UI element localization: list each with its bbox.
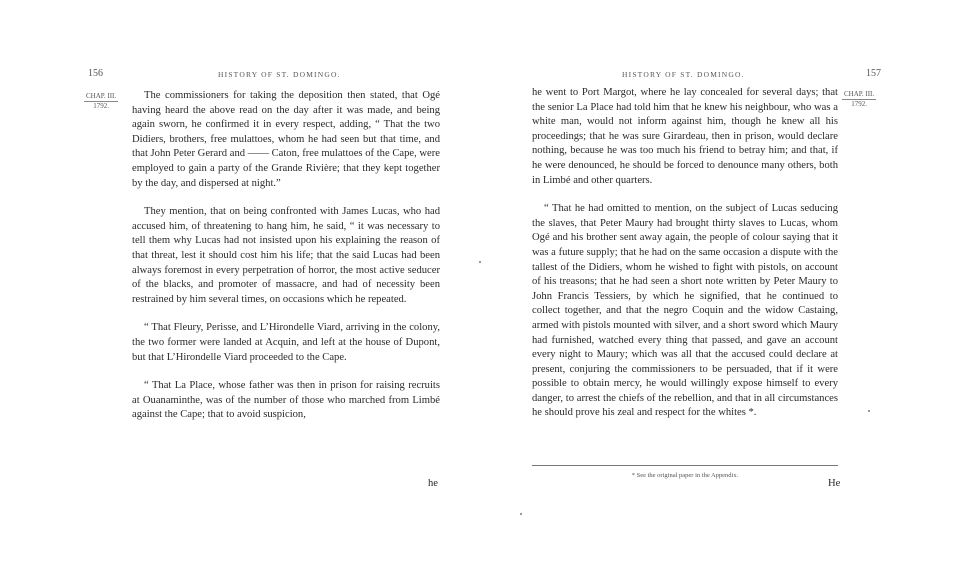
paragraph: “ That Fleury, Perisse, and L’Hirondelle Viard, arriving in the colony, the two former were landed at Acquin, and left at the house of Dupont, but that L’Hirondelle Viard proceeded to the Cape. [132,322,440,363]
margin-note [842,90,876,109]
margin-note [84,92,118,111]
year-label: 1792. [93,102,109,110]
right-page [490,0,980,565]
catchword: he [428,478,438,489]
year-label: 1792. [851,100,867,108]
paragraph: “ That he had omitted to mention, on the subject of Lucas seducing the slaves, that Peter Maury had brought thirty slaves to Lucas, whom Ogé and his brother sent away again, the people of colour saying that it was a future supply; that he had on the same occasion a dispute with the tallest of the Didiers, whom he wished to fight with pistols, on account of his treasons; that he had seen a short note written by Peter Maury to John Francis Tessiers, by which he signified, that he continued to collect together, and that the negro Coquin and the widow Castaing, armed with pistols mounted with silver, and a short sword which Maury had furnished, watched every thing that passed, and gave an account every night to Maury; which was all that the accused could declare at present, conjuring the commissioners to be persuaded, that if it were possible to obtain mercy, he would willingly expose himself to every danger, to arrest the chiefs of the rebellion, and that in all circumstances he should prove his zeal and respect for the whites *. [532,203,838,419]
paragraph: They mention, that on being confronted with James Lucas, who had accused him, of threatening to hang him, he said, “ it was necessary to tell them why Lucas had not insisted upon his explaining the reason of that threat, lest it should cost him his life; that the said Lucas had been always foremost in every perpetration of horror, the most active seducer of the blacks, and promoter of massacre, and had of necessity been restrained by him several times, on occasions which he repeated. [132,206,440,305]
catchword: He [828,478,841,489]
body-text [532,86,838,435]
page-number: 156 [88,68,103,79]
scan-speck [520,513,522,515]
running-head: HISTORY OF ST. DOMINGO. [218,70,341,79]
scan-speck [868,410,870,412]
page-number: 157 [866,68,881,79]
scan-speck [479,261,481,263]
body-text [132,89,440,437]
chapter-label: CHAP. III. [86,92,117,100]
chapter-label: CHAP. III. [844,90,875,98]
paragraph: The commissioners for taking the deposition then stated, that Ogé having heard the above read on the day after it was made, and being again sworn, he confirmed it in every respect, adding, “ That the two Didiers, brothers, free mulattoes, whom he had seen but that time, and that John Peter Gerard and —— Caton, free mulattoes of the Cape, were employed to gain a party of the Grande Rivière; that they kept together by the day, and dispersed at night.” [132,90,440,189]
paragraph: he went to Port Margot, where he lay concealed for several days; that the senior La Place had told him that he knew his neighbour, who was a white man, would not inform against him, though he knew all his proceedings; that he was sure Girardeau, then in prison, would declare nothing, because he was too much his friend to betray him; and that, if he were denounced, he should be forced to denounce many others, both in Limbé and other quarters. [532,87,838,186]
footnote-rule [532,465,838,466]
footnote: * See the original paper in the Appendix. [631,472,739,479]
paragraph: “ That La Place, whose father was then in prison for raising recruits at Ouanaminthe, was of the number of those who marched from Limbé against the Cape; that to avoid suspicion, [132,380,440,421]
running-head: HISTORY OF ST. DOMINGO. [622,70,745,79]
